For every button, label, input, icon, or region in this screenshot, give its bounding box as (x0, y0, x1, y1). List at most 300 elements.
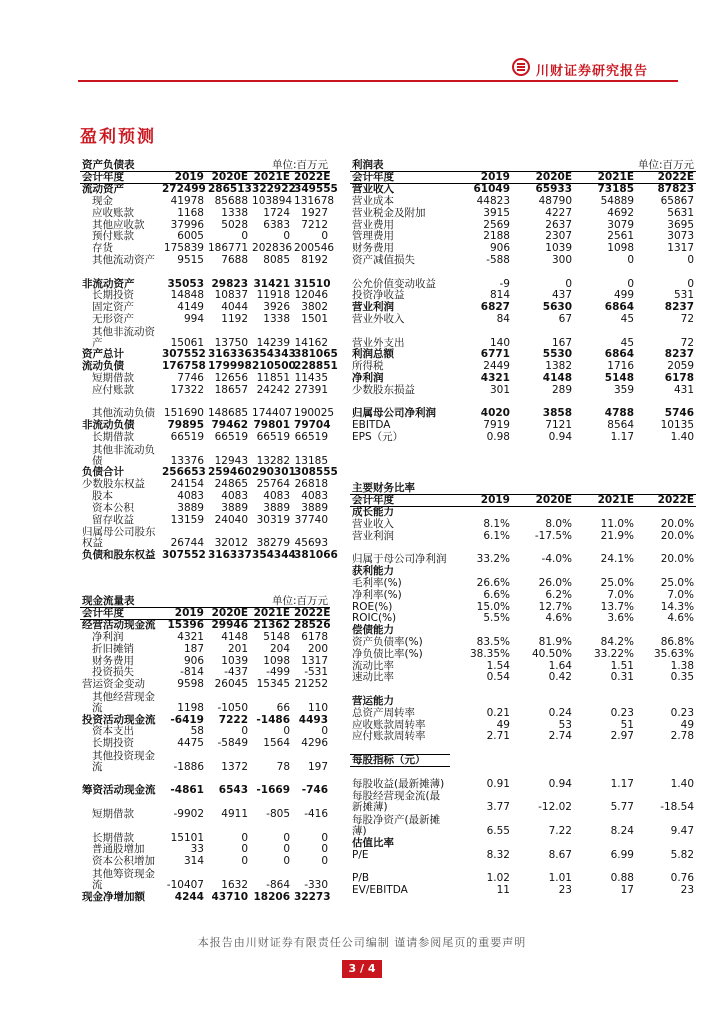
row-value: -416 (304, 808, 329, 821)
row-value: 79704 (294, 419, 331, 432)
row-value: 1.51 (610, 659, 634, 672)
row-value: 87823 (657, 183, 695, 196)
row-value: 26818 (294, 478, 329, 491)
row-label: 存货 (92, 242, 113, 255)
row-value: 4020 (480, 407, 510, 420)
table-row (350, 384, 696, 396)
row-value: 11.0% (600, 518, 634, 531)
row-value: 1098 (263, 654, 291, 667)
row-value: 78 (276, 760, 291, 773)
row-label: 每股指标（元） (350, 754, 450, 766)
table-row (80, 737, 330, 749)
table-row (350, 624, 696, 636)
row-value: 23 (558, 884, 572, 896)
row-value (512, 507, 574, 519)
row-value: 1338 (263, 313, 291, 326)
row-label: 无形资产 (92, 313, 134, 326)
column-header-year: 2022E (636, 495, 696, 507)
table-row (350, 861, 696, 873)
row-value: 35.63% (654, 647, 695, 660)
row-value: 3926 (263, 301, 291, 314)
row-value: 24040 (214, 513, 249, 526)
row-value: 1.40 (670, 431, 695, 444)
table-row (350, 648, 696, 660)
row-value: 4148 (221, 631, 249, 644)
table-row (350, 313, 696, 325)
table-row (80, 678, 330, 690)
row-value: 1098 (607, 242, 635, 255)
row-value: 8.67 (548, 848, 572, 861)
row-value (450, 565, 512, 577)
table-row (80, 301, 330, 313)
row-value: 7.0% (667, 588, 695, 601)
row-value (292, 396, 330, 408)
row-value: 2.97 (610, 730, 634, 743)
row-value: 204 (269, 642, 291, 655)
table-row (80, 372, 330, 384)
column-header-year: 2020E (512, 495, 574, 507)
row-value: 186771 (208, 242, 249, 255)
row-label: 其他经营现金流 (92, 690, 155, 714)
column-header-label: 会计年度 (80, 608, 160, 620)
row-value: 33.2% (476, 553, 510, 566)
row-value: 58 (190, 725, 204, 738)
table-row (350, 360, 696, 372)
row-value: 1382 (545, 360, 573, 373)
table-row (80, 631, 330, 643)
row-label: 公允价值变动收益 (352, 277, 436, 290)
row-value (574, 754, 636, 766)
row-value: 354344 (252, 549, 296, 561)
row-label: 其他流动资产 (92, 254, 155, 267)
column-header-label: 会计年度 (350, 172, 450, 184)
row-value: -6419 (170, 713, 204, 726)
row-value: 6.2% (545, 588, 572, 601)
row-label: 资产总计 (82, 348, 124, 361)
row-value: 2.74 (548, 730, 572, 743)
row-value (574, 624, 636, 636)
table-row (80, 443, 330, 467)
row-value: 906 (489, 242, 510, 255)
row-value: 8.32 (486, 848, 510, 861)
row-value: 8085 (263, 254, 291, 267)
row-value: 7212 (301, 218, 329, 231)
row-label: ROIC(%) (352, 612, 397, 625)
row-value: 7.22 (548, 825, 572, 838)
table-title: 现金流量表 (82, 595, 135, 607)
row-value (450, 742, 512, 754)
row-label: 流动负债 (82, 360, 124, 373)
row-label: 非流动负债 (82, 419, 135, 432)
row-value: 6543 (218, 784, 249, 797)
row-value: 2561 (607, 230, 635, 243)
row-value: 12656 (214, 372, 249, 385)
row-label: 每股净资产(最新摊薄) (352, 814, 441, 838)
row-value: 349555 (294, 183, 338, 196)
row-value: -1486 (256, 713, 291, 726)
row-value (160, 396, 206, 408)
row-value: 8564 (607, 419, 635, 432)
column-header-year: 2019 (450, 172, 512, 184)
row-value: 85688 (214, 195, 249, 208)
row-value: 31421 (253, 277, 291, 290)
row-label: 负债合计 (82, 466, 124, 479)
row-value (160, 773, 206, 785)
table-row (80, 855, 330, 867)
row-label: 股本 (92, 490, 113, 503)
column-header-year: 2022E (294, 171, 331, 183)
row-value: 6827 (480, 301, 510, 314)
row-value: -18.54 (660, 801, 695, 814)
row-value: 51 (620, 718, 634, 731)
row-value: 21.9% (600, 529, 634, 542)
row-label: 长期投资 (92, 289, 134, 302)
row-value: 1317 (667, 242, 695, 255)
row-value: 5148 (263, 631, 291, 644)
row-value: 4083 (221, 490, 249, 503)
table-row (80, 832, 330, 844)
row-label: 留存收益 (92, 513, 134, 526)
row-value: 1192 (221, 313, 249, 326)
row-value: 4692 (607, 206, 635, 219)
row-value: 381066 (294, 549, 338, 561)
row-value: 3.6% (607, 612, 634, 625)
row-value: 5148 (604, 372, 635, 385)
row-label: 其他流动负债 (92, 407, 155, 420)
row-value: 272499 (162, 183, 206, 196)
table-row (350, 207, 696, 219)
row-value: 814 (489, 289, 510, 302)
row-value (512, 325, 574, 337)
row-value: 26.0% (538, 577, 572, 590)
row-label: 营业利润 (352, 301, 394, 314)
row-value: 9515 (177, 254, 204, 267)
row-value: 0.94 (548, 777, 572, 790)
row-value: 4083 (301, 490, 329, 503)
table-row (350, 636, 696, 648)
table-row (80, 290, 330, 302)
row-value: 110 (307, 701, 329, 714)
table-row (80, 384, 330, 396)
row-value (250, 796, 292, 808)
row-value: -5849 (217, 737, 249, 750)
row-value: 40.50% (531, 647, 572, 660)
row-value: 300 (551, 254, 573, 267)
row-label (350, 683, 450, 695)
row-value: 24.1% (600, 553, 634, 566)
row-value: 0 (627, 277, 635, 290)
row-label: 归属于母公司净利润 (352, 553, 447, 566)
row-label (350, 742, 450, 754)
table-row (350, 518, 696, 530)
table-title-row (350, 483, 696, 495)
row-value: 0.23 (670, 706, 695, 719)
row-value: 4911 (221, 808, 249, 821)
table-row (80, 478, 330, 490)
row-value: -588 (486, 254, 510, 267)
table-row (350, 565, 696, 577)
table-row (350, 507, 696, 519)
row-value: 2.78 (670, 730, 695, 743)
row-value: 2059 (667, 360, 695, 373)
table-row (80, 349, 330, 361)
row-value: 499 (613, 289, 635, 302)
table-row (350, 337, 696, 349)
row-value: 1317 (301, 654, 329, 667)
row-value (574, 695, 636, 707)
row-value: 3695 (667, 218, 695, 231)
row-value: 2188 (483, 230, 510, 243)
row-label: 财务费用 (92, 654, 134, 667)
row-label: 估值比率 (352, 836, 394, 849)
row-label (350, 325, 450, 337)
row-value: 66519 (170, 431, 204, 444)
row-value: 0 (321, 843, 329, 856)
row-value: 15396 (167, 619, 204, 632)
row-value: 167 (551, 336, 573, 349)
row-value: 25764 (256, 478, 291, 491)
row-value: 316336 (208, 348, 252, 361)
row-value: 4148 (542, 372, 573, 385)
row-label: 投资活动现金流 (82, 713, 156, 726)
table-row (350, 813, 696, 837)
row-value: 83.5% (476, 636, 510, 649)
row-value: 1724 (263, 206, 291, 219)
row-value: 5.82 (670, 848, 695, 861)
row-value: 4044 (221, 301, 249, 314)
row-value: 0.91 (486, 777, 510, 790)
row-value: 6.55 (486, 825, 510, 838)
row-value: -10407 (166, 878, 204, 891)
row-value: 2449 (483, 360, 510, 373)
table-row (80, 207, 330, 219)
row-value: 0 (241, 855, 249, 868)
row-label: 长期投资 (92, 737, 134, 750)
row-label: 净利率(%) (352, 588, 402, 601)
row-value: 43710 (211, 890, 249, 903)
report-header-title: 川财证券研究报告 (536, 64, 649, 79)
row-value: 0.88 (610, 872, 634, 885)
row-value: 259460 (208, 466, 252, 479)
row-value (574, 325, 636, 337)
row-value: 7688 (221, 254, 249, 267)
row-value (206, 396, 250, 408)
row-value: 9.47 (670, 825, 695, 838)
row-label: 营业外支出 (352, 336, 405, 349)
column-header-year: 2021E (250, 172, 292, 184)
row-value: 0 (321, 831, 329, 844)
row-value: 10135 (660, 419, 695, 432)
row-value: 17322 (170, 383, 204, 396)
row-value: 5.77 (610, 801, 634, 814)
row-value: 3079 (607, 218, 635, 231)
row-value: 32273 (294, 890, 331, 903)
row-value: 289 (551, 383, 573, 396)
row-value (160, 796, 206, 808)
row-value: 1.01 (548, 872, 572, 885)
table-row (350, 837, 696, 849)
row-value: 0 (687, 277, 695, 290)
row-value: 4244 (174, 890, 204, 903)
balance-sheet-table (80, 159, 338, 561)
row-value (574, 507, 636, 519)
row-value: 1.64 (548, 659, 572, 672)
row-value: 7121 (545, 419, 573, 432)
row-value: 202836 (252, 242, 293, 255)
table-row (80, 231, 330, 243)
row-label: 营运资金变动 (82, 678, 145, 691)
row-label: 短期借款 (92, 372, 134, 385)
table-row (350, 849, 696, 861)
row-value (574, 565, 636, 577)
row-value: 151690 (163, 407, 204, 420)
row-value: 359 (613, 383, 635, 396)
table-row (350, 530, 696, 542)
footer-disclaimer: 本报告由川财证券有限责任公司编制 谨请参阅尾页的重要声明 (197, 936, 527, 949)
row-value: 9598 (177, 678, 204, 691)
row-label: 流动比率 (352, 659, 394, 672)
row-label: 财务费用 (352, 242, 394, 255)
row-value: 3.77 (486, 801, 510, 814)
row-value: 11 (496, 884, 510, 896)
row-value: 6864 (604, 348, 635, 361)
row-label: 其他应收款 (92, 218, 145, 231)
row-value: 35053 (167, 277, 204, 290)
row-value: 1.54 (486, 659, 510, 672)
row-label: 营业利润 (352, 529, 394, 542)
row-value: 6.99 (610, 848, 634, 861)
row-value: 5630 (542, 301, 573, 314)
row-value: 72 (680, 336, 695, 349)
row-value (250, 773, 292, 785)
row-value: 1372 (221, 760, 249, 773)
row-value (512, 861, 574, 873)
row-value: 29823 (211, 277, 249, 290)
row-label: 每股经营现金流(最新摊薄) (352, 790, 441, 814)
row-value: 3889 (221, 501, 249, 514)
row-value: 25.0% (600, 577, 634, 590)
row-value: 381065 (294, 348, 338, 361)
row-value: 1.38 (670, 659, 695, 672)
table-row (80, 643, 330, 655)
row-value: 13185 (294, 454, 329, 467)
row-value: 10837 (214, 289, 249, 302)
row-value: 6771 (480, 348, 510, 361)
table-row (80, 526, 330, 550)
table-row (350, 219, 696, 231)
table-row (350, 884, 696, 896)
row-value: -4.0% (541, 553, 572, 566)
row-value: 13282 (256, 454, 291, 467)
row-value: 4788 (604, 407, 635, 420)
row-label: 营业成本 (352, 195, 394, 208)
table-row (80, 796, 330, 808)
row-value: 0 (627, 254, 635, 267)
table-row (80, 408, 330, 420)
row-value: 1168 (177, 206, 204, 219)
row-value: 0.21 (486, 706, 510, 719)
row-value: 0 (283, 831, 291, 844)
row-value: 190025 (294, 407, 335, 420)
row-value: 4083 (177, 490, 204, 503)
row-label: 毛利率(%) (352, 577, 402, 590)
column-header-year: 2021E (574, 495, 636, 507)
row-value: 79801 (253, 419, 291, 432)
row-value: 5746 (664, 407, 695, 420)
row-value: 316337 (208, 549, 252, 561)
table-row (350, 419, 696, 431)
table-row (80, 808, 330, 820)
row-value: 175839 (163, 242, 204, 255)
row-value: 26045 (214, 678, 249, 691)
row-label: 成长能力 (352, 506, 394, 519)
table-row (350, 325, 696, 337)
row-label: 投资净收益 (352, 289, 405, 302)
row-value: 0 (283, 855, 291, 868)
row-value: -12.02 (538, 801, 572, 814)
row-value: 0.94 (548, 431, 573, 444)
row-value: 29946 (211, 619, 249, 632)
row-value: 24154 (170, 478, 204, 491)
table-row (350, 231, 696, 243)
row-value (512, 565, 574, 577)
table-row (80, 844, 330, 856)
row-value: 1039 (221, 654, 249, 667)
row-value (636, 325, 696, 337)
row-value: 1927 (301, 206, 329, 219)
table-row (350, 683, 696, 695)
financial-ratios-table (350, 483, 696, 896)
row-value: 66519 (214, 431, 249, 444)
table-row (350, 613, 696, 625)
table-row (350, 266, 696, 290)
table-header-row (80, 608, 330, 620)
row-value: 81.9% (538, 636, 572, 649)
row-value: 6864 (604, 301, 635, 314)
row-label: P/E (352, 848, 369, 861)
table-row (350, 660, 696, 672)
row-value: 103894 (252, 195, 293, 208)
row-label: 非流动资产 (82, 277, 135, 290)
row-value: 0 (241, 831, 249, 844)
table-row (350, 577, 696, 589)
row-label: 总资产周转率 (352, 706, 415, 719)
row-value: 531 (673, 289, 695, 302)
row-value: 12.7% (538, 600, 572, 613)
row-value: 1198 (177, 701, 204, 714)
row-value: 0 (283, 843, 291, 856)
row-value: 0 (321, 725, 329, 738)
row-value: 4.6% (667, 612, 695, 625)
table-row (350, 254, 696, 266)
column-header-year: 2020E (206, 608, 250, 620)
row-value: 0 (321, 230, 329, 243)
column-header-year: 2019 (160, 608, 206, 620)
row-value: 4149 (177, 301, 204, 314)
table-row (80, 867, 330, 891)
table-title: 利润表 (352, 159, 384, 171)
section-title: 盈利预测 (80, 127, 156, 147)
row-label: 营业收入 (352, 183, 394, 196)
row-label: 其他筹资现金流 (92, 867, 155, 891)
row-value: 6178 (664, 372, 695, 385)
row-label: 净负债比率(%) (352, 647, 423, 660)
column-header-year: 2021E (574, 172, 636, 184)
row-value: -4861 (170, 784, 204, 797)
row-value: 5530 (542, 348, 573, 361)
table-row (80, 690, 330, 714)
table-row (80, 242, 330, 254)
